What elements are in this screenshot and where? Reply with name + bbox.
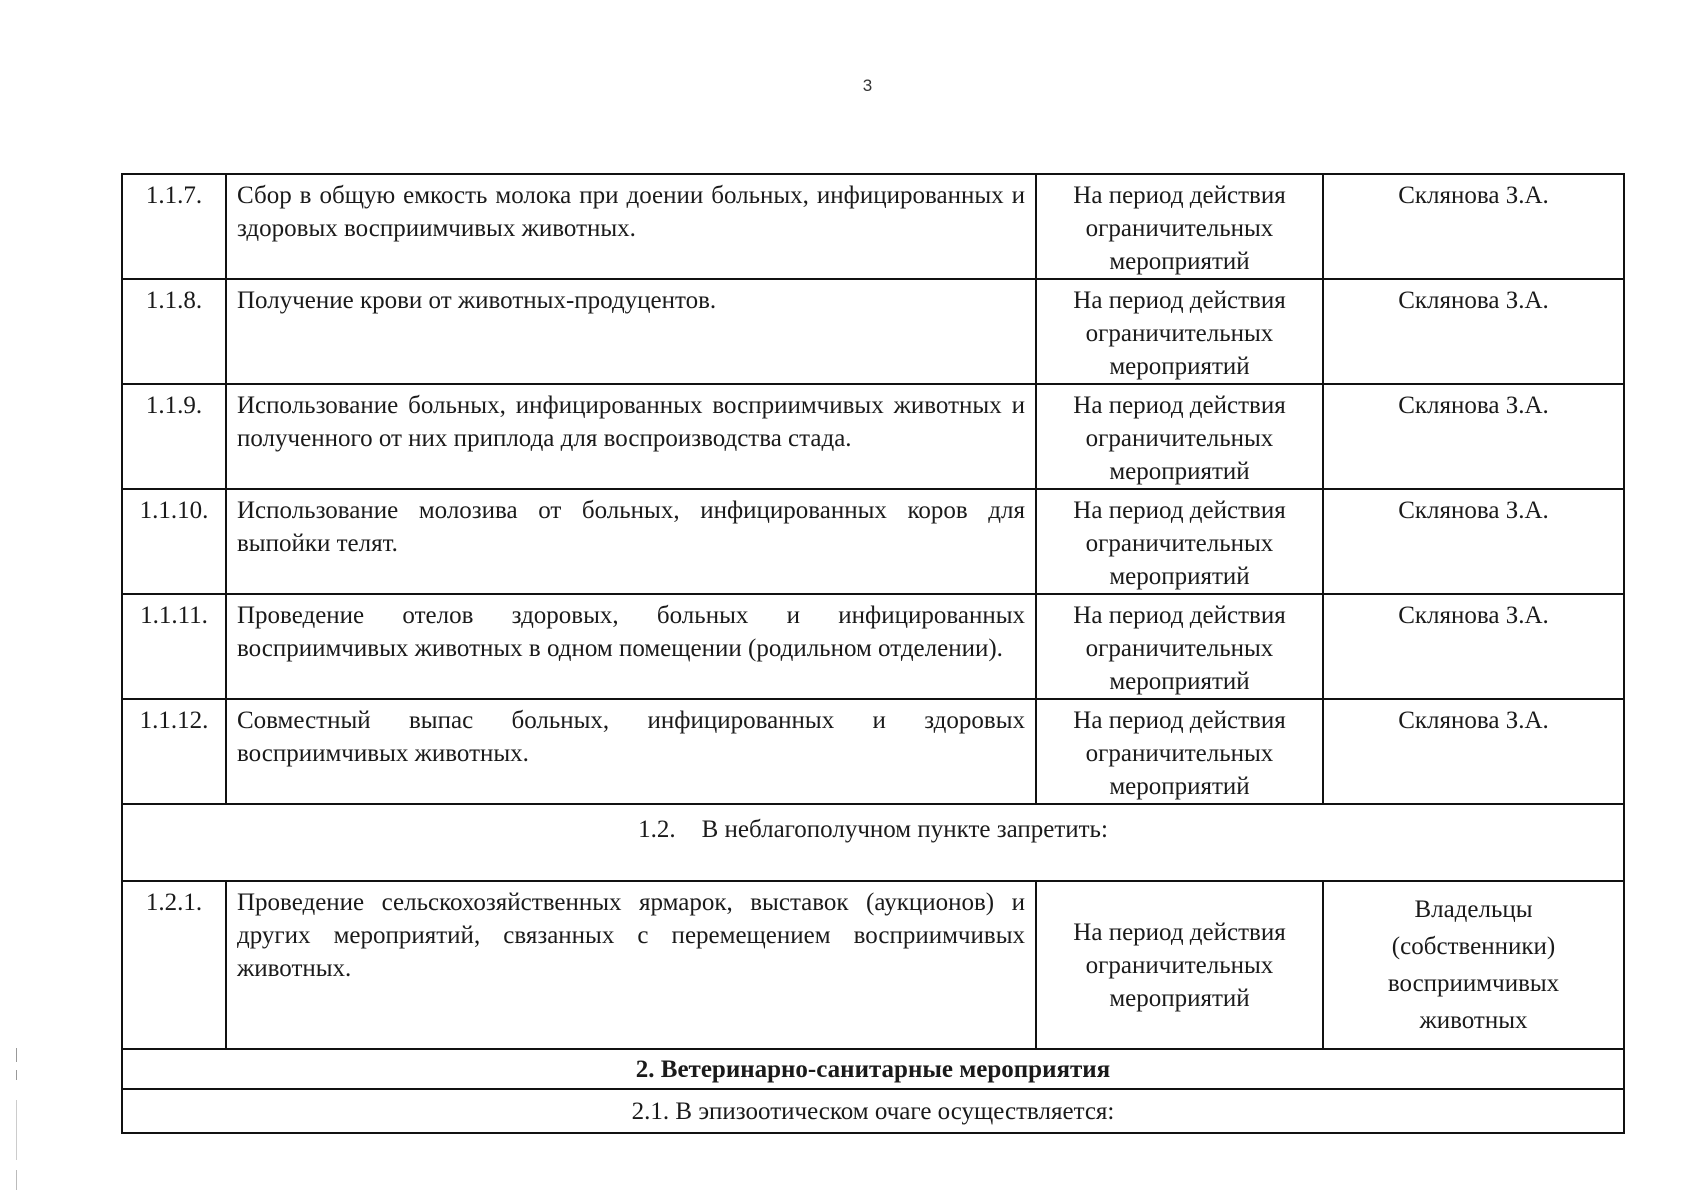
item-text: Использование больных, инфицированных восприимчивых животных и полученного от них приплода для воспроизводства стада.: [226, 384, 1036, 489]
item-period: На период действия ограничительных мероприятий: [1036, 881, 1323, 1049]
item-period: На период действия ограничительных мероприятий: [1036, 279, 1323, 384]
item-number: 1.1.11.: [122, 594, 226, 699]
item-text: Получение крови от животных-продуцентов.: [226, 279, 1036, 384]
item-responsible: Владельцы (собственники) восприимчивых животных: [1323, 881, 1624, 1049]
item-number: 1.1.8.: [122, 279, 226, 384]
item-text: Сбор в общую емкость молока при доении больных, инфицированных и здоровых восприимчивых животных.: [226, 174, 1036, 279]
item-text: Проведение отелов здоровых, больных и инфицированных восприимчивых животных в одном помещении (родильном отделении).: [226, 594, 1036, 699]
item-responsible: Склянова З.А.: [1323, 174, 1624, 279]
section-row-2: [122, 1049, 1624, 1089]
item-number: 1.1.12.: [122, 699, 226, 804]
table-row: [122, 489, 1624, 594]
item-period: На период действия ограничительных мероприятий: [1036, 594, 1323, 699]
section-row-2-1: [122, 1089, 1624, 1133]
item-text: Использование молозива от больных, инфицированных коров для выпойки телят.: [226, 489, 1036, 594]
item-number: 1.1.10.: [122, 489, 226, 594]
section-heading: 2. Ветеринарно-санитарные мероприятия: [122, 1049, 1624, 1089]
table-row: [122, 279, 1624, 384]
item-responsible: Склянова З.А.: [1323, 594, 1624, 699]
table-row: [122, 384, 1624, 489]
item-text: Проведение сельскохозяйственных ярмарок, выставок (аукционов) и других мероприятий, связанных с перемещением восприимчивых животных.: [226, 881, 1036, 1049]
item-number: 1.1.9.: [122, 384, 226, 489]
measures-table: [121, 173, 1625, 1134]
subsection-heading: 2.1. В эпизоотическом очаге осуществляется:: [122, 1089, 1624, 1133]
item-responsible: Склянова З.А.: [1323, 489, 1624, 594]
section-heading: [122, 804, 1624, 881]
item-period: На период действия ограничительных мероприятий: [1036, 699, 1323, 804]
scan-margin-marks: [14, 1048, 18, 1198]
table-row: [122, 174, 1624, 279]
item-number: 1.2.1.: [122, 881, 226, 1049]
item-period: На период действия ограничительных мероприятий: [1036, 174, 1323, 279]
section-title: В неблагополучном пункте запретить:: [701, 816, 1108, 843]
item-period: На период действия ограничительных мероприятий: [1036, 384, 1323, 489]
item-responsible: Склянова З.А.: [1323, 699, 1624, 804]
item-text: Совместный выпас больных, инфицированных и здоровых восприимчивых животных.: [226, 699, 1036, 804]
item-responsible: Склянова З.А.: [1323, 384, 1624, 489]
section-row-1-2: [122, 804, 1624, 881]
section-number: 1.2.: [638, 816, 676, 843]
table-row: [122, 594, 1624, 699]
item-responsible: Склянова З.А.: [1323, 279, 1624, 384]
page-number: 3: [862, 76, 873, 95]
table-row: [122, 699, 1624, 804]
table-row: [122, 881, 1624, 1049]
item-number: 1.1.7.: [122, 174, 226, 279]
item-period: На период действия ограничительных мероприятий: [1036, 489, 1323, 594]
